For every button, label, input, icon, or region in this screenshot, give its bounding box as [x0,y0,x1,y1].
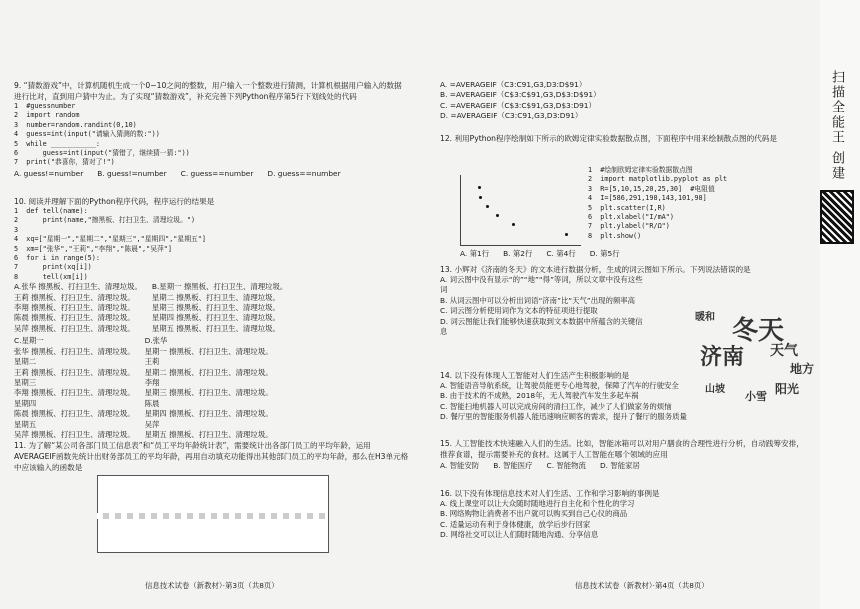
code-line: 8 tell(xm[i]) [14,272,88,281]
option: A. 智能语音导航系统，让驾驶员能更专心地驾驶，保障了汽车的行驶安全 [440,381,679,390]
option: C. =AVERAGEIF（C$3:C$91,G3,D$3:D91） [440,100,596,110]
option-line: 陈晨 擦黑板、打扫卫生、清理垃圾。 [14,313,135,323]
option-line: 吴萍 擦黑板、打扫卫生、清理垃圾。 [14,323,135,333]
word-cloud-word: 暖和 [695,312,715,323]
option-line: A.张华 擦黑板、打扫卫生、清理垃圾。 [14,282,142,292]
q10-option-c [14,336,135,440]
q12-code [588,166,727,241]
option-line: 星期二 擦黑板、打扫卫生、清理垃圾。 [144,367,273,377]
question-10 [14,196,409,440]
word-cloud-word: 冬天 [732,316,785,346]
question-16 [440,488,810,541]
code-line: 3 number=random.randint(0,10) [14,120,137,129]
option: B. 智能医疗 [493,461,533,470]
question-14 [440,370,810,423]
code-line: 1 #绘制欧姆定律实验数据散点图 [588,166,693,174]
code-line: 5 xm=["张华","王莉","李翔","陈晨","吴萍"] [14,244,172,253]
code-line: 2 print(name,"擦黑板、打扫卫生、清理垃圾。") [14,216,196,225]
option-line: 陈晨 [144,398,160,408]
scatter-chart [460,175,581,246]
code-line: 8 plt.show() [588,231,642,240]
option-line: 王莉 擦黑板、打扫卫生、清理垃圾。 [14,367,135,377]
option: C. 词云图分析使用词作为文本的特征项进行提取 [440,306,598,316]
option: A. =AVERAGEIF（C3:C91,G3,D3:D$91） [440,80,587,89]
option-line: 星期二 擦黑板、打扫卫生、清理垃圾。 [151,292,280,302]
q9-stem: 9. “猜数游戏”中，计算机随机生成一个0~10之间的整数，用户输入一个整数进行猜测，计算机根据用户输入的数据进行比对，直到用户猜中为止。为了实现“猜数游戏”，补充完善下列Python程序第5行下划线处的代码 [14,81,402,101]
option-line: 星期三 擦黑板、打扫卫生、清理垃圾。 [144,388,273,398]
question-11 [14,440,409,555]
question-15 [440,438,810,471]
code-line: 4 I=[586,291,198,143,101,98] [588,194,707,203]
option: B. guess!=number [97,168,167,178]
q10-option-b [152,282,287,334]
option-line: 星期三 擦黑板、打扫卫生、清理垃圾。 [151,303,280,313]
question-9 [14,80,404,179]
option: D. 网络社交可以让人们随时随地沟通、分享信息 [440,530,599,540]
right-footer: 信息技术试卷（新教材）·第4页（共8页） [575,581,709,590]
code-line: 7 print("恭喜你，猜对了!") [14,158,115,167]
option: A. 线上课堂可以让大众随时随地进行自主化和个性化的学习 [440,499,635,508]
option-line: B.星期一 擦黑板、打扫卫生、清理垃圾。 [151,282,288,292]
option-line: 星期五 擦黑板、打扫卫生、清理垃圾。 [151,323,280,333]
option-line: 李翔 [144,377,160,387]
scatter-point [479,196,482,199]
option-line: 星期五 [14,419,37,429]
option: D. 餐厅里的智能服务机器人能迅速响应顾客的需求，提升了餐厅的服务质量 [440,412,687,422]
code-line: 6 for i in range(5): [14,254,100,263]
option: B. =AVERAGEIF（C$3:C$91,G3,D$3:D$91） [440,90,601,100]
word-cloud-word: 小雪 [745,390,767,403]
code-line: 7 plt.ylabel("R/Ω") [588,222,670,231]
code-line: 5 while ___________: [14,139,100,148]
scatter-point [486,205,489,208]
option: D. 词云图能让我们能够快速获取到文本数据中所蕴含的关键信息 [440,316,643,337]
q15-stem: 15. 人工智能技术快速融入人们的生活。比如，智能冰箱可以对用户膳食的合理性进行分析，自动践筹安排，推荐食谱，提示需要补充的食材。这属于人工智能在哪个领域的应用 [440,439,804,459]
option: D. guess==number [267,168,341,178]
code-line: 6 guess=int(input("猜错了，继续猜一猜:")) [14,149,190,158]
left-footer: 信息技术试卷（新教材）·第3页（共8页） [145,581,279,590]
option-line: 吴萍 [144,419,160,429]
option: A. 第1行 [460,249,490,258]
q10-option-d [145,336,273,440]
q9-options [14,168,404,179]
option: D. 第5行 [589,249,620,258]
code-line: 4 xq=["星期一","星期二","星期三","星期四","星期五"] [14,235,206,244]
option: C. guess==number [180,168,254,178]
word-cloud-word: 山坡 [705,384,725,395]
option: C. 第4行 [546,249,576,258]
option-line: 陈晨 擦黑板、打扫卫生、清理垃圾。 [14,409,135,419]
word-cloud-word: 地方 [790,362,815,376]
option-line: 吴萍 擦黑板、打扫卫生、清理垃圾。 [14,429,135,439]
option: D. 智能家居 [599,461,640,470]
code-line: 4 guess=int(input("请输入猜测的数:")) [14,130,160,139]
option: B. 网络购物让消费者不出户就可以购买到自己心仪的商品 [440,509,628,519]
qr-code-icon [820,190,854,244]
option-line: D.张华 [144,336,168,346]
option: C. 适量运动有利于身体健康，放学后步行回家 [440,519,591,529]
q14-stem: 14. 以下没有体现人工智能对人们生活产生积极影响的是 [440,371,630,380]
option: A. 词云图中没有显示“的”“地”“得”等词，所以文章中没有这些词 [440,275,643,295]
q10-stem: 10. 阅读并理解下面的Python程序代码，程序运行的结果是 [14,197,215,206]
q11-options [440,80,800,122]
option: B. 从词云图中可以分析出词语“济南”比“天气”出现的频率高 [440,295,636,305]
option-line: 星期四 擦黑板、打扫卫生、清理垃圾。 [144,409,273,419]
right-page [430,0,848,609]
option-line: 星期四 [14,398,37,408]
option-line: C.星期一 [14,336,44,346]
code-line: 2 import matplotlib.pyplot as plt [588,175,728,184]
code-line: 5 plt.scatter(I,R) [588,203,666,212]
option-line: 星期四 擦黑板、打扫卫生、清理垃圾。 [151,313,280,323]
q11-stem: 11. 为了解“某公司各部门员工信息表”和“员工平均年龄统计表”，需要统计出各部门员工的平均年龄，运用AVERAGEIF函数先统计出财务部员工的平均年龄，再用自动填充功能得出其他部门员工的平均年龄，那么在H3单元格中应该输入的函数是 [14,441,409,472]
scatter-point [512,223,515,226]
option-line: 王莉 擦黑板、打扫卫生、清理垃圾。 [14,292,135,302]
scatter-point [478,186,481,189]
code-line: 1 def tell(name): [14,207,88,215]
q13-stem: 13. 小辉对《济南的冬天》的文本进行数据分析，生成的词云图如下所示。下列说法错误的是 [440,265,751,274]
question-12 [440,133,808,144]
q10-code [14,207,409,282]
option: A. guess!=number [14,168,84,178]
option: C. 智能扫地机器人可以完成房间的清扫工作，减少了人们做家务的烦恼 [440,401,672,411]
option-line: 星期一 擦黑板、打扫卫生、清理垃圾。 [144,346,273,356]
option-line: 李翔 擦黑板、打扫卫生、清理垃圾。 [14,388,135,398]
option-line: 星期三 [14,377,37,387]
option: B. 由于技术的不成熟，2018年，无人驾驶汽车发生多起车祸 [440,391,639,401]
code-line: 3 [14,225,19,234]
option-line: 张华 擦黑板、打扫卫生、清理垃圾。 [14,346,135,356]
q16-stem: 16. 以下没有体现信息技术对人们生活、工作和学习影响的事例是 [440,489,660,498]
scanner-strip [820,0,860,609]
option-line: 王莉 [144,357,160,367]
option: D. =AVERAGEIF（C3:C91,G3,D3:D91） [440,111,583,121]
code-line: 1 #guessnumber [14,102,76,110]
code-line: 6 plt.xlabel("I/mA") [588,213,674,222]
option: B. 第2行 [503,249,533,258]
word-cloud-word: 天气 [770,343,798,359]
option: C. 智能物流 [546,461,586,470]
code-line: 7 print(xq[i]) [14,263,92,272]
option-line: 李翔 擦黑板、打扫卫生、清理垃圾。 [14,303,135,313]
code-line: 3 R=[5,10,15,20,25,30] #电阻值 [588,184,715,193]
scanner-watermark: 扫描全能王 创建 [829,70,844,182]
q9-code [14,102,404,168]
q12-options [460,248,620,259]
option: A. 智能安防 [440,461,480,470]
code-line: 2 import random [14,111,80,120]
q10-option-a [14,282,142,334]
option-line: 星期五 擦黑板、打扫卫生、清理垃圾。 [144,429,273,439]
left-page [0,0,418,609]
option-line: 星期二 [14,357,37,367]
q12-stem: 12. 利用Python程序绘制如下所示的欧姆定律实验数据散点图，下面程序中用来绘制散点图的代码是 [440,134,777,143]
scatter-point [496,214,499,217]
spreadsheet-break [97,513,327,519]
word-cloud-word: 济南 [700,345,745,370]
spreadsheet-image [97,475,327,555]
word-cloud-word: 阳光 [775,382,800,396]
scatter-point [565,233,568,236]
